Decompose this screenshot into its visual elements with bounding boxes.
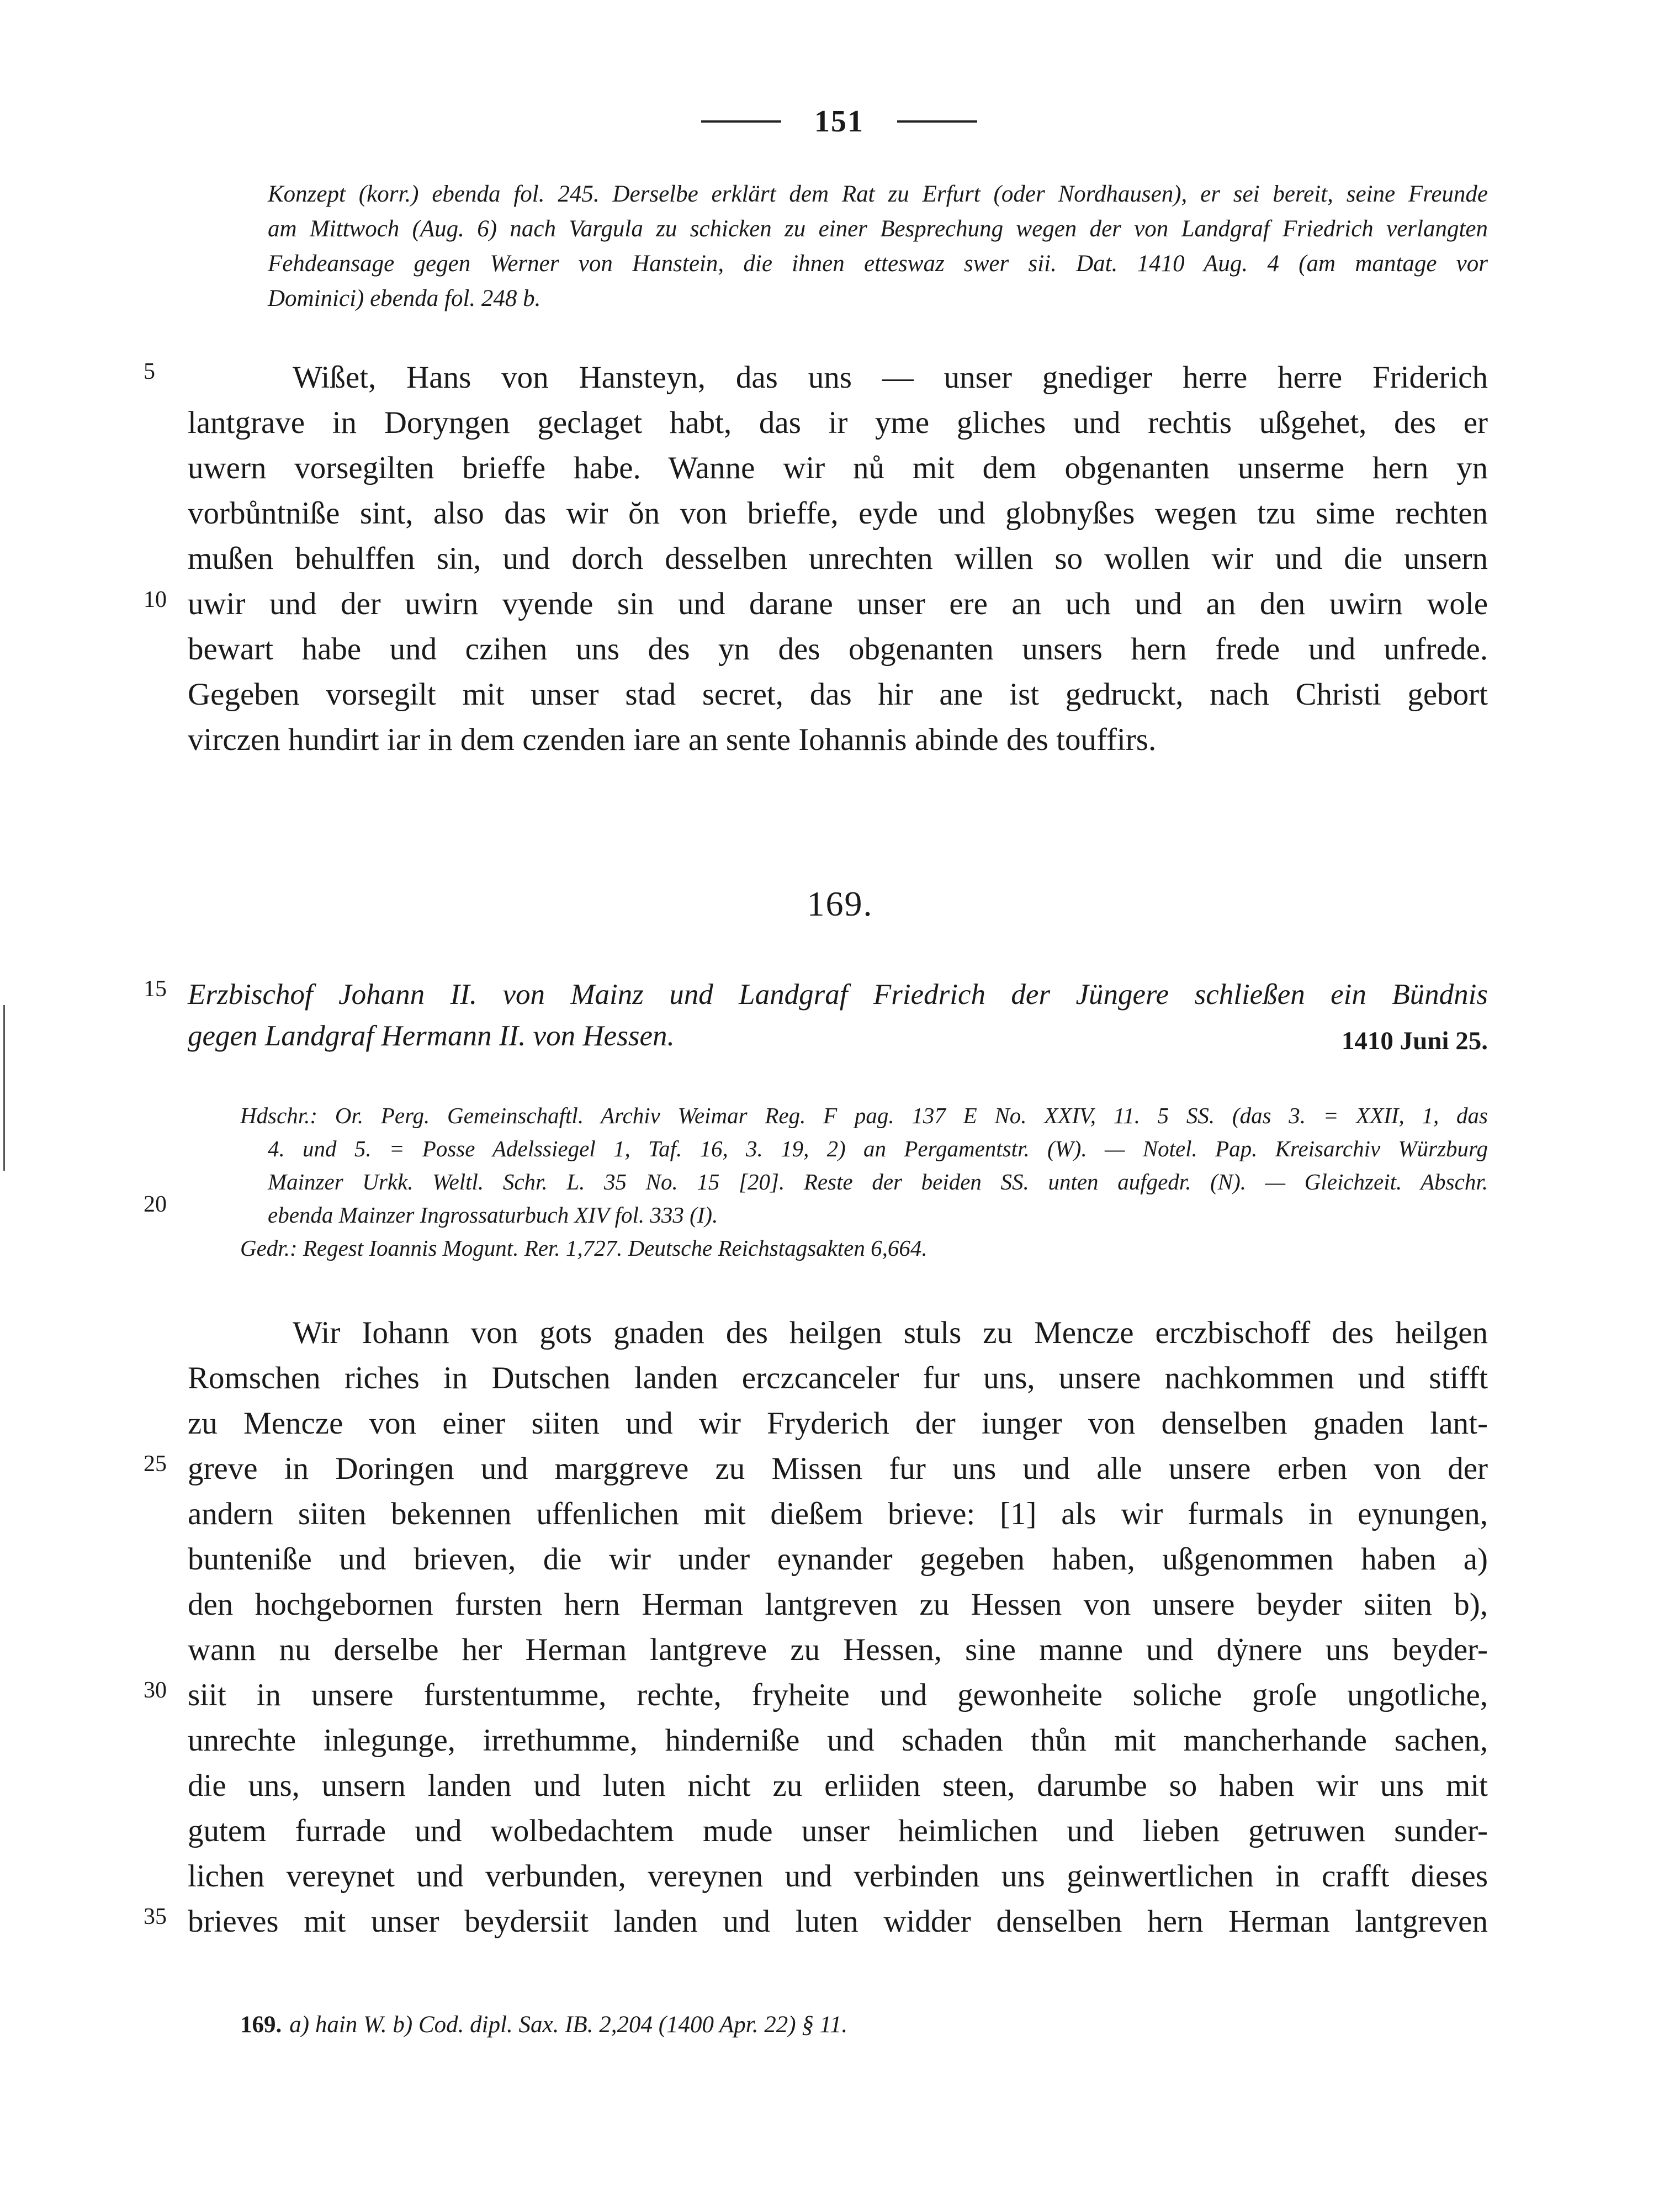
text-line: unrechte inlegunge, irrethumme, hinderniße und schaden thůn mit mancherhande sachen, [188, 1723, 1488, 1758]
text-line: bewart habe und czihen uns des yn des obgenanten unsers hern frede und unfrede. [188, 632, 1488, 667]
line-number: 35 [144, 1904, 167, 1929]
hdschr-line: Gedr.: Regest Ioannis Mogunt. Rer. 1,727. Deutsche Reichstagsakten 6,664. [240, 1235, 928, 1261]
line-number: 5 [144, 359, 155, 384]
text-line: siit in unsere furstentumme, rechte, fryheite und gewonheite soliche groſe ungotliche, [188, 1678, 1488, 1712]
text-line: vorbůntniße sint, also das wir ŏn von brieffe, eyde und globnyßes wegen tzu sime rechten [188, 496, 1488, 531]
text-line: Wir Iohann von gots gnaden des heilgen stuls zu Mencze erczbischoff des heilgen [293, 1315, 1488, 1350]
text-line: lantgrave in Doryngen geclaget habt, das ir yme gliches und rechtis ußgehet, des er [188, 405, 1488, 440]
text-line: greve in Doringen und marggreve zu Missen fur uns und alle unsere erben von der [188, 1451, 1488, 1486]
text-line: virczen hundirt iar in dem czenden iare an sente Iohannis abinde des touffirs. [188, 722, 1157, 757]
header-rule-left [701, 120, 781, 123]
regest-date: 1410 Juni 25. [1341, 1027, 1488, 1055]
text-line: uwir und der uwirn vyende sin und darane unser ere an uch und an den uwirn wole [188, 586, 1488, 621]
text-line: Gegeben vorsegilt mit unser stad secret, das hir ane ist gedruckt, nach Christi gebort [188, 677, 1488, 712]
line-number: 10 [144, 587, 167, 612]
footnote-text: a) hain W. b) Cod. dipl. Sax. IB. 2,204 (1400 Apr. 22) § 11. [289, 2012, 848, 2038]
text-line: lichen vereynet und verbunden, vereynen und verbinden uns geinwertlichen in crafft dieses [188, 1859, 1488, 1894]
text-line: uwern vorsegilten brieffe habe. Wanne wir nů mit dem obgenanten unserme hern yn [188, 451, 1488, 485]
line-number: 20 [144, 1192, 167, 1217]
prior-note-line: Konzept (korr.) ebenda fol. 245. Derselbe erklärt dem Rat zu Erfurt (oder Nordhausen), er sei bereit, seine Freunde [268, 181, 1488, 207]
text-line: mußen behulffen sin, und dorch desselben unrechten willen so wollen wir und die unsern [188, 541, 1488, 576]
regest-line: Erzbischof Johann II. von Mainz und Landgraf Friedrich der Jüngere schließen ein Bündnis [188, 979, 1488, 1011]
text-line: bunteniße und brieven, die wir under eynander gegeben haben, ußgenommen haben a) [188, 1542, 1488, 1577]
page-number: 151 [814, 104, 864, 139]
text-line: wann nu derselbe her Herman lantgreve zu Hessen, sine manne und dẏnere uns beyder- [188, 1632, 1488, 1667]
regest-line: gegen Landgraf Hermann II. von Hessen. [188, 1020, 675, 1052]
text-line: gutem furrade und wolbedachtem mude unser heimlichen und lieben getruwen sunder- [188, 1813, 1488, 1848]
hdschr-line: 4. und 5. = Posse Adelssiegel 1, Taf. 16, 3. 19, 2) an Pergamentstr. (W). — Notel. Pap. Kreisarchiv Würzburg [268, 1136, 1488, 1161]
text-line: Wißet, Hans von Hansteyn, das uns — unser gnediger herre herre Friderich [293, 360, 1488, 395]
hdschr-line: Hdschr.: Or. Perg. Gemeinschaftl. Archiv Weimar Reg. F pag. 137 E No. XXIV, 11. 5 SS. (das 3. = XXII, 1, das [240, 1103, 1488, 1128]
text-line: andern siiten bekennen uffenlichen mit dießem brieve: [1] als wir furmals in eynungen, [188, 1497, 1488, 1531]
text-line: zu Mencze von einer siiten und wir Fryderich der iunger von denselben gnaden lant- [188, 1406, 1488, 1441]
text-line: brieves mit unser beydersiit landen und luten widder denselben hern Herman lantgreven [188, 1904, 1488, 1939]
prior-note-line: Fehdeansage gegen Werner von Hanstein, die ihnen etteswaz swer sii. Dat. 1410 Aug. 4 (am mantage vor [268, 251, 1488, 277]
footnote-number: 169. [240, 2012, 282, 2038]
line-number: 30 [144, 1678, 167, 1703]
footnote [240, 2013, 847, 2037]
section-number: 169. [807, 884, 873, 923]
text-line: die uns, unsern landen und luten nicht zu erliiden steen, darumbe so haben wir uns mit [188, 1768, 1488, 1803]
page-header [685, 102, 994, 141]
line-number: 25 [144, 1451, 167, 1477]
line-number: 15 [144, 976, 167, 1002]
prior-note-line: am Mittwoch (Aug. 6) nach Vargula zu schicken zu einer Besprechung wegen der von Landgraf Friedrich verlangten [268, 216, 1488, 242]
hdschr-line: Mainzer Urkk. Weltl. Schr. L. 35 No. 15 [20]. Reste der beiden SS. unten aufgedr. (N). — Gleichzeit. Abschr. [268, 1169, 1488, 1194]
header-rule-right [897, 120, 977, 123]
prior-note-line: Dominici) ebenda fol. 248 b. [268, 285, 541, 311]
text-line: den hochgebornen fursten hern Herman lantgreven zu Hessen von unsere beyder siiten b), [188, 1587, 1488, 1622]
scan-margin-mark [3, 1005, 5, 1171]
text-line: Romschen riches in Dutschen landen erczcanceler fur uns, unsere nachkommen und stifft [188, 1361, 1488, 1395]
hdschr-line: ebenda Mainzer Ingrossaturbuch XIV fol. 333 (I). [268, 1202, 718, 1228]
